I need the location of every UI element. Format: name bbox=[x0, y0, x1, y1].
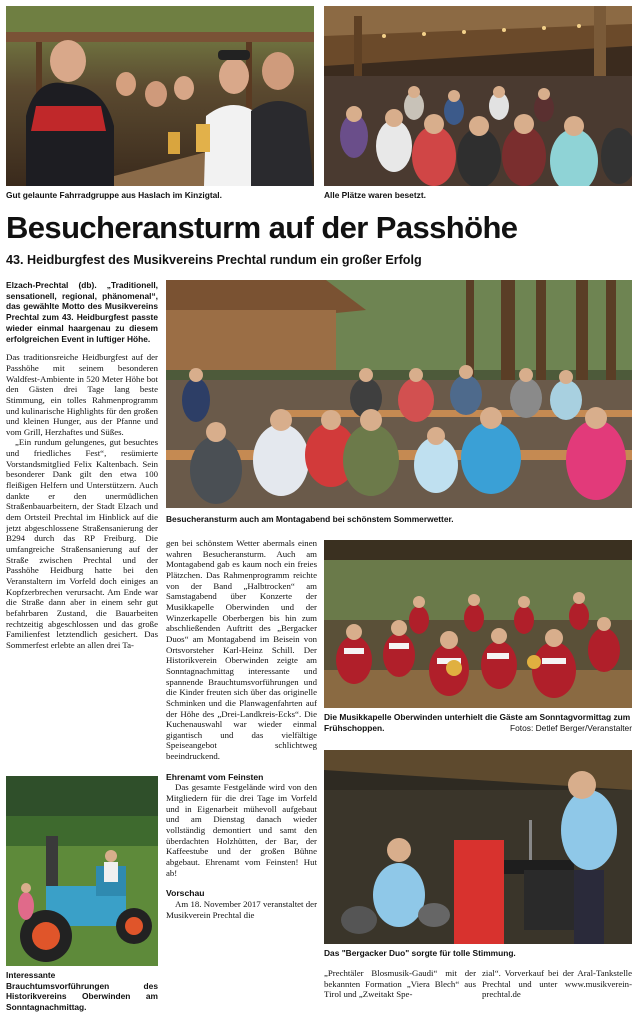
photo-band bbox=[324, 540, 632, 708]
photo-tractor bbox=[6, 776, 158, 966]
column-2 bbox=[166, 538, 317, 1014]
paragraph-4: Das gesamte Festgelände wird von den Mitgliedern für die drei Tage im Vorfeld und in Eigenarbeit mühevoll aufgebaut und am Dienstag danach wieder vollständig demontiert und samt den überdachten Holzhütten, der Bar, der Kaffeestube und der großen Bühne abgebaut. Ehrenamt vom Feinsten! Hut ab! bbox=[166, 782, 317, 878]
photo-credit: Fotos: Detlef Berger/Veranstalter bbox=[510, 722, 632, 733]
subtitle-ehrenamt: Ehrenamt vom Feinsten bbox=[166, 771, 264, 782]
caption-monday-crowd: Besucheransturm auch am Montagabend bei schönstem Sommerwetter. bbox=[166, 514, 454, 524]
subheadline: 43. Heidburgfest des Musikvereins Prechtal rundum ein großer Erfolg bbox=[6, 253, 422, 267]
paragraph-7: zial“. Vorverkauf bei der Aral-Tankstelle Prechtal und unter www.musikverein-prechtal.de bbox=[482, 968, 632, 1000]
headline: Besucheransturm auf der Passhöhe bbox=[6, 210, 518, 245]
photo-monday-crowd bbox=[166, 280, 632, 508]
paragraph-2: „Ein rundum gelungenes, gut besuchtes und friedliches Fest“, resümierte Vorstandsmitglied Felix Kaltenbach. Sein besonderer Dank gilt den etwa 100 fleißigen Helfern und Unterstützern. Auch dankte er den unermüdlichen Straßenbauarbeitern, der Stadt Elzach und dem Ortsteil Prechtal im Hinblick auf die jetzt abgeschlossene Straßensanierung der B294 durch das RP Freiburg. Die umfangreiche Straßensanierung auf der Straße zwischen Prechtal und der Passhöhe Heidburg hatte bei den Veranstaltern im Vorfeld doch einiges an Kopfzerbrechen verursacht. Am Ende war die Straße dann aber in einem sehr gut befahrbaren Zustand, die Bauarbeiten rechtzeitig abgeschlossen und das große Familienfest letztendlich gesichert. Das Sommerfest erlebte an allen drei Ta- bbox=[6, 437, 158, 650]
article-lead: Elzach-Prechtal (db). „Traditionell, sensationell, regional, phänomenal“, das gewählte Motto des Musikvereins Prechtal zum 43. Heidburgfest passte wieder einmal haargenau zu diesem erfolgreichen Event in luftiger Höhe. bbox=[6, 280, 158, 344]
paragraph-1: Das traditionsreiche Heidburgfest auf der Passhöhe mit seinem besonderen Waldfest-Ambiente in 520 Meter Höhe bot den Gästen drei Tage lang beste Stimmung, ein tolles Rahmenprogramm und kulinarische Highlights für den großen und kleinen Hunger, aus der Pfanne und vom Grill, Herzhaftes und Süßes. bbox=[6, 352, 158, 437]
paragraph-6: „Prechtäler Blosmusik-Gaudi“ mit der bekannten Formation „Viera Blech“ aus Tirol und „Zweitakt Spe- bbox=[324, 968, 476, 1000]
paragraph-3: gen bei schönstem Wetter abermals einen wahren Besucheransturm. Auch am Montagabend gab es kaum noch ein freies Plätzchen. Das Rahmenprogramm reichte von der Band „Halbtrocken“ am Samstagabend über Konzerte der Musikkapelle Oberwinden und der Winzerkapelle Oberbergen bis hin zum abschließenden Auftritt des „Bergacker Duos“ am Montagabend im Beisein von Ortsvorsteher Karl-Heinz Schill. Der Historikverein Oberwinden zeigte am Sonntagnachmittag interessante und spannende Brauchtumsvorführungen und die Kinder freuten sich über das originelle Schminken und die Planwagenfahrten auf der Höhe des „Drei-Landkreis-Ecks“. Die Kuchenauswahl war wieder einmal gigantisch und das vielfältige Speiseangebot schlichtweg beeindruckend. bbox=[166, 538, 317, 762]
photo-cycling-group bbox=[6, 6, 314, 186]
caption-band-text: Die Musikkapelle Oberwinden unterhielt die Gäste am Sonntagvormittag zum Frühschoppen. bbox=[324, 712, 631, 733]
paragraph-5: Am 18. November 2017 veranstaltet der Musikverein Prechtal die bbox=[166, 899, 317, 920]
caption-full-tent: Alle Plätze waren besetzt. bbox=[324, 190, 426, 200]
caption-cycling-group: Gut gelaunte Fahrradgruppe aus Haslach im Kinzigtal. bbox=[6, 190, 222, 200]
column-3 bbox=[324, 968, 476, 1014]
photo-duo bbox=[324, 750, 632, 944]
caption-band bbox=[324, 712, 632, 733]
photo-full-tent bbox=[324, 6, 632, 186]
subtitle-vorschau: Vorschau bbox=[166, 888, 205, 899]
column-4 bbox=[482, 968, 632, 1014]
column-1 bbox=[6, 280, 158, 768]
caption-duo: Das "Bergacker Duo" sorgte für tolle Stimmung. bbox=[324, 948, 516, 958]
caption-tractor: Interessante Brauchtumsvorführungen des Historikvereins Oberwinden am Sonntagnachmittag. bbox=[6, 970, 158, 1012]
